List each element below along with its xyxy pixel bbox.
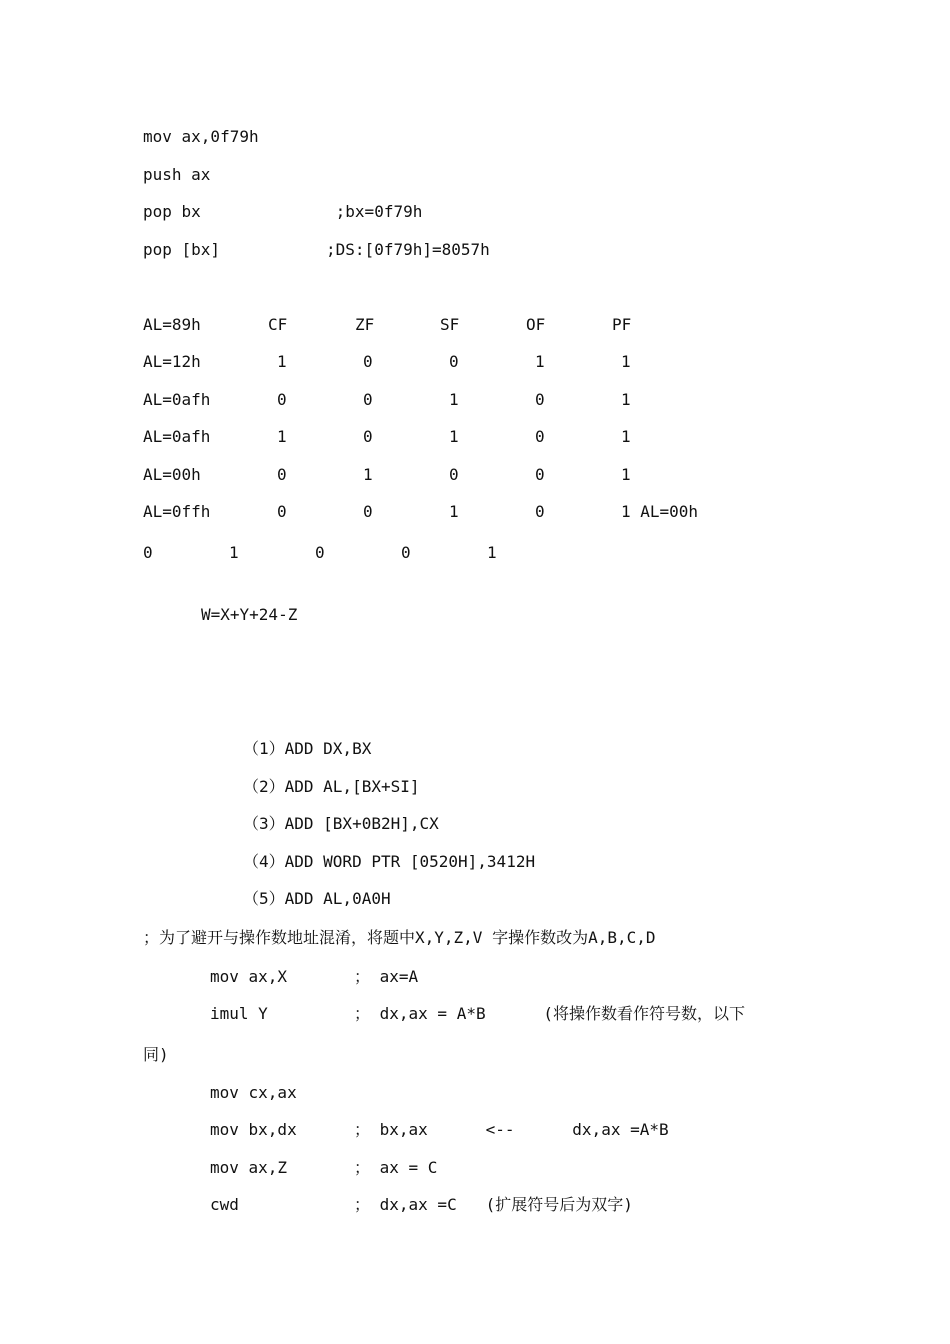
table-cell: 1 <box>621 427 631 446</box>
table-cell: 0 <box>315 543 325 562</box>
asm-comment: ； bx,ax <-- dx,ax =A*B <box>354 1120 669 1139</box>
code-line: pop bx ;bx=0f79h <box>143 202 423 221</box>
table-cell: 1 <box>277 352 287 371</box>
table-cell: 1 AL=00h <box>621 502 699 521</box>
asm-comment: ； dx,ax = A*B (将操作数看作符号数，以下 <box>354 1004 746 1023</box>
table-cell: 1 <box>621 465 631 484</box>
table-cell: AL=12h <box>143 352 201 371</box>
list-item: （2）ADD AL,[BX+SI] <box>243 777 420 796</box>
table-cell: 1 <box>621 352 631 371</box>
table-cell: 1 <box>449 502 459 521</box>
table-cell: 0 <box>363 352 373 371</box>
code-line: pop [bx] ;DS:[0f79h]=8057h <box>143 240 490 259</box>
table-cell: 0 <box>277 465 287 484</box>
table-cell: AL=0afh <box>143 427 211 446</box>
table-cell: 1 <box>621 390 631 409</box>
table-cell: 0 <box>143 543 153 562</box>
table-cell: 0 <box>277 390 287 409</box>
table-cell: 0 <box>535 427 545 446</box>
asm-code: mov ax,X <box>210 967 288 986</box>
formula: W=X+Y+24-Z <box>201 605 298 624</box>
table-cell: AL=00h <box>143 465 201 484</box>
table-header-cell: OF <box>526 315 546 334</box>
table-header-cell: SF <box>440 315 460 334</box>
asm-code: mov cx,ax <box>210 1083 297 1102</box>
table-cell: 1 <box>363 465 373 484</box>
list-item: （4）ADD WORD PTR [0520H],3412H <box>243 852 536 871</box>
table-cell: 0 <box>535 465 545 484</box>
asm-comment: ； ax=A <box>354 967 419 986</box>
list-item: （1）ADD DX,BX <box>243 739 372 758</box>
table-cell: 0 <box>363 427 373 446</box>
asm-code: cwd <box>210 1195 239 1214</box>
asm-comment: 同) <box>143 1045 169 1064</box>
asm-code: mov ax,Z <box>210 1158 288 1177</box>
asm-code: imul Y <box>210 1004 268 1023</box>
table-cell: 0 <box>363 502 373 521</box>
table-header-cell: ZF <box>355 315 375 334</box>
table-cell: 0 <box>363 390 373 409</box>
list-item: （3）ADD [BX+0B2H],CX <box>243 814 439 833</box>
table-cell: 1 <box>449 390 459 409</box>
table-cell: 0 <box>449 465 459 484</box>
table-cell: AL=0afh <box>143 390 211 409</box>
asm-code: mov bx,dx <box>210 1120 297 1139</box>
table-cell: 0 <box>401 543 411 562</box>
table-cell: 1 <box>449 427 459 446</box>
table-cell: 0 <box>277 502 287 521</box>
list-item: （5）ADD AL,0A0H <box>243 889 391 908</box>
asm-comment: ； dx,ax =C (扩展符号后为双字) <box>354 1195 633 1214</box>
table-cell: 1 <box>535 352 545 371</box>
code-line: mov ax,0f79h <box>143 127 259 146</box>
asm-comment: ； ax = C <box>354 1158 438 1177</box>
table-cell: 0 <box>535 390 545 409</box>
table-cell: 1 <box>277 427 287 446</box>
code-line: push ax <box>143 165 211 184</box>
table-cell: 1 <box>487 543 497 562</box>
note-text: ；为了避开与操作数地址混淆，将题中X,Y,Z,V 字操作数改为A,B,C,D <box>143 928 656 947</box>
table-cell: 0 <box>535 502 545 521</box>
table-header-cell: PF <box>612 315 632 334</box>
table-header-cell: AL=89h <box>143 315 201 334</box>
table-cell: 0 <box>449 352 459 371</box>
table-cell: AL=0ffh <box>143 502 211 521</box>
table-cell: 1 <box>229 543 239 562</box>
table-header-cell: CF <box>268 315 288 334</box>
